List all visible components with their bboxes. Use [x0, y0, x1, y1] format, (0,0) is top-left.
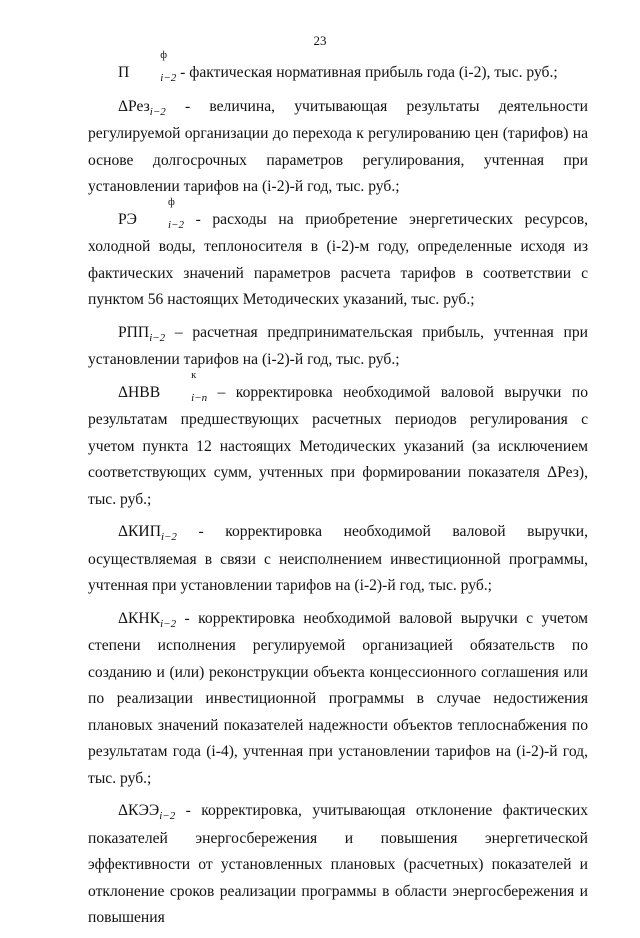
definition-text: – расчетная предпринимательская прибыль, учтенная при установлении тарифов на (i-2)-й год, тыс. руб.;	[88, 323, 588, 368]
definition-delta-knk	[88, 606, 588, 793]
symbol: РЭ	[118, 210, 137, 228]
definition-rpp	[88, 320, 588, 374]
definition-text: - корректировка необходимой валовой выручки, осуществляемая в связи с неисполнением инвестиционной программы, учтенная при установлении тарифов на (i-2)-й год, тыс. руб.;	[88, 523, 588, 594]
superscript: ф	[160, 50, 168, 61]
definition-text: - расходы на приобретение энергетических ресурсов, холодной воды, теплоносителя в (i-2)-м году, определенные исходя из фактических значений параметров расчета тарифов в соответствии с пунктом 56 настоящих Методических указаний, тыс. руб.;	[88, 210, 589, 308]
subscript: i−2	[149, 331, 166, 344]
symbol: ΔКЭЭ	[118, 802, 160, 819]
definition-delta-nvv	[88, 369, 588, 514]
symbol: РПП	[118, 323, 150, 341]
definition-delta-kee	[88, 798, 588, 932]
superscript: к	[191, 369, 197, 381]
subscript: i−n	[191, 391, 208, 404]
definition-text: - корректировка, учитывающая отклонение фактических показателей энергосбережения и повышения энергетической эффективности от установленных плановых (расчетных) показателей и отклонение сроков реализации программы в области энергосбережения и повышения	[88, 802, 589, 926]
subscript: i−2	[159, 810, 176, 822]
definition-delta-rez	[88, 94, 588, 201]
definition-text: - корректировка необходимой валовой выручки с учетом степени исполнения регулируемой организацией обязательств по созданию и (или) реконструкции объекта концессионного соглашения или по реализации инвестиционной программы в случае недостижения плановых значений показателей надежности объектов теплоснабжения по результатам года (i-4), учтенная при установлении тарифов на (i-2)-й год, тыс. руб.;	[88, 609, 589, 787]
definitions-list	[88, 50, 589, 938]
subscript: i−2	[160, 531, 177, 543]
symbol: ΔРез	[118, 97, 150, 115]
symbol: ΔНВВ	[118, 383, 161, 401]
subscript: i−2	[160, 72, 177, 84]
symbol: ΔКНК	[118, 609, 161, 627]
definition-delta-kip	[88, 519, 588, 600]
subscript: i−2	[149, 105, 166, 118]
subscript: i−2	[160, 617, 177, 630]
definition-profit	[88, 50, 588, 88]
definition-text: - фактическая нормативная прибыль года (i-2), тыс. руб.;	[180, 64, 558, 81]
symbol: ΔКИП	[118, 523, 161, 540]
definition-energy-costs	[88, 196, 589, 314]
definition-text: - величина, учитывающая результаты деятельности регулируемой организации до перехода к регулированию цен (тарифов) на основе долгосрочных параметров регулирования, учтенная при установлении тарифов на (i-2)-й год, тыс. руб.;	[88, 97, 588, 195]
definition-text: – корректировка необходимой валовой выручки по результатам предшествующих расчетных периодов регулирования с учетом пункта 12 настоящих Методических указаний (за исключением соответствующих сумм, учтенных при формировании показателя ΔРез), тыс. руб.;	[88, 383, 588, 508]
superscript: ф	[167, 196, 175, 208]
subscript: i−2	[167, 218, 184, 231]
symbol: П	[118, 64, 130, 81]
page-number: 23	[313, 33, 327, 48]
